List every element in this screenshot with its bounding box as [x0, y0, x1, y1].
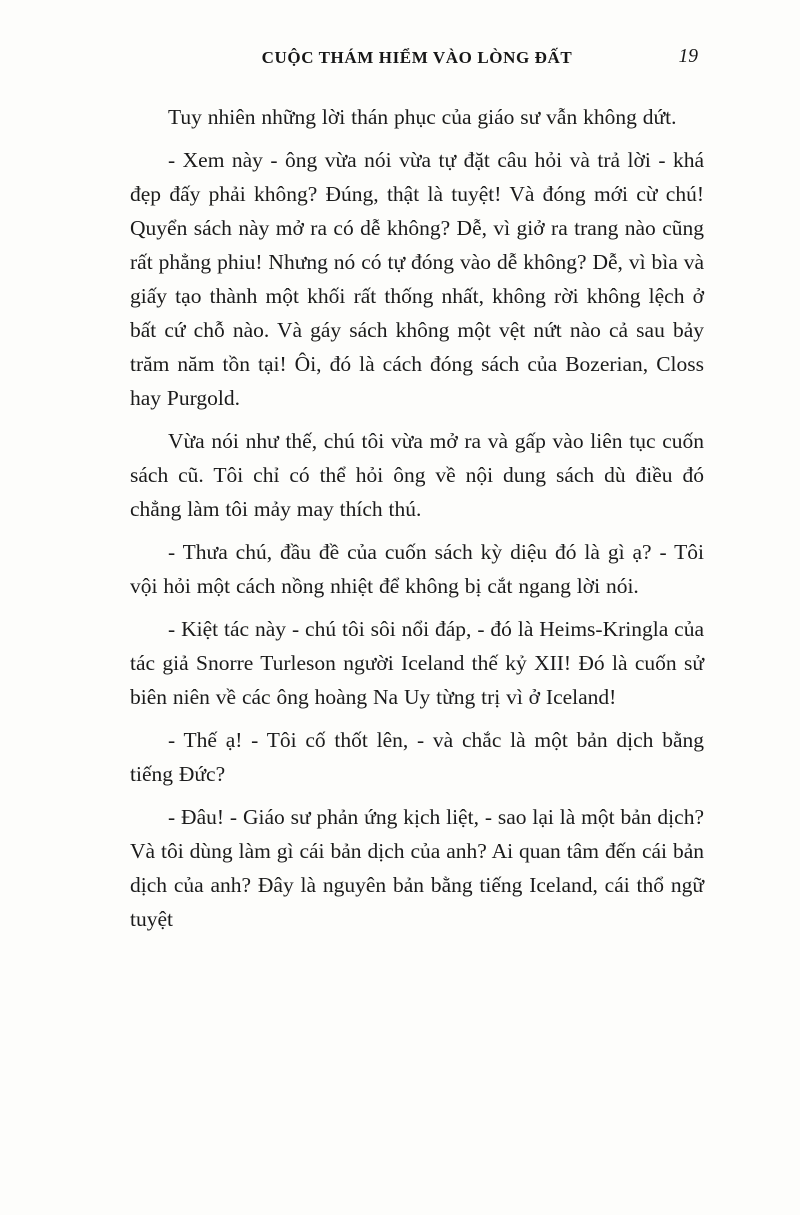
- running-head-title: CUỘC THÁM HIỂM VÀO LÒNG ĐẤT: [261, 48, 573, 67]
- paragraph: - Kiệt tác này - chú tôi sôi nổi đáp, - đó là Heims-Kringla của tác giả Snorre Turleson người Iceland thế kỷ XII! Đó là cuốn sử biên niên về các ông hoàng Na Uy từng trị vì ở Iceland!: [130, 617, 704, 709]
- paragraph: Vừa nói như thế, chú tôi vừa mở ra và gấp vào liên tục cuốn sách cũ. Tôi chỉ có thể hỏi ông về nội dung sách dù điều đó chẳng làm tôi mảy may thích thú.: [130, 429, 704, 521]
- paragraph: - Xem này - ông vừa nói vừa tự đặt câu hỏi và trả lời - khá đẹp đấy phải không? Đúng, thật là tuyệt! Và đóng mới cừ chú! Quyển sách này mở ra có dễ không? Dễ, vì giở ra trang nào cũng rất phẳng phiu! Nhưng nó có tự đóng vào dễ không? Dễ, vì bìa và giấy tạo thành một khối rất thống nhất, không rời không lệch ở bất cứ chỗ nào. Và gáy sách không một vệt nứt nào cả sau bảy trăm năm tồn tại! Ôi, đó là cách đóng sách của Bozerian, Closs hay Purgold.: [130, 148, 704, 410]
- page-body: [130, 100, 704, 936]
- paragraph: Tuy nhiên những lời thán phục của giáo sư vẫn không dứt.: [168, 105, 677, 129]
- page-number: 19: [678, 46, 698, 67]
- paragraph: - Thưa chú, đầu đề của cuốn sách kỳ diệu đó là gì ạ? - Tôi vội hỏi một cách nồng nhiệt để không bị cắt ngang lời nói.: [130, 540, 704, 598]
- paragraph: - Thế ạ! - Tôi cố thốt lên, - và chắc là một bản dịch bằng tiếng Đức?: [130, 728, 704, 786]
- paragraph: - Đâu! - Giáo sư phản ứng kịch liệt, - sao lại là một bản dịch? Và tôi dùng làm gì cái bản dịch của anh? Ai quan tâm đến cái bản dịch của anh? Đây là nguyên bản bằng tiếng Iceland, cái thổ ngữ tuyệt: [130, 805, 704, 931]
- page-header: [130, 48, 704, 68]
